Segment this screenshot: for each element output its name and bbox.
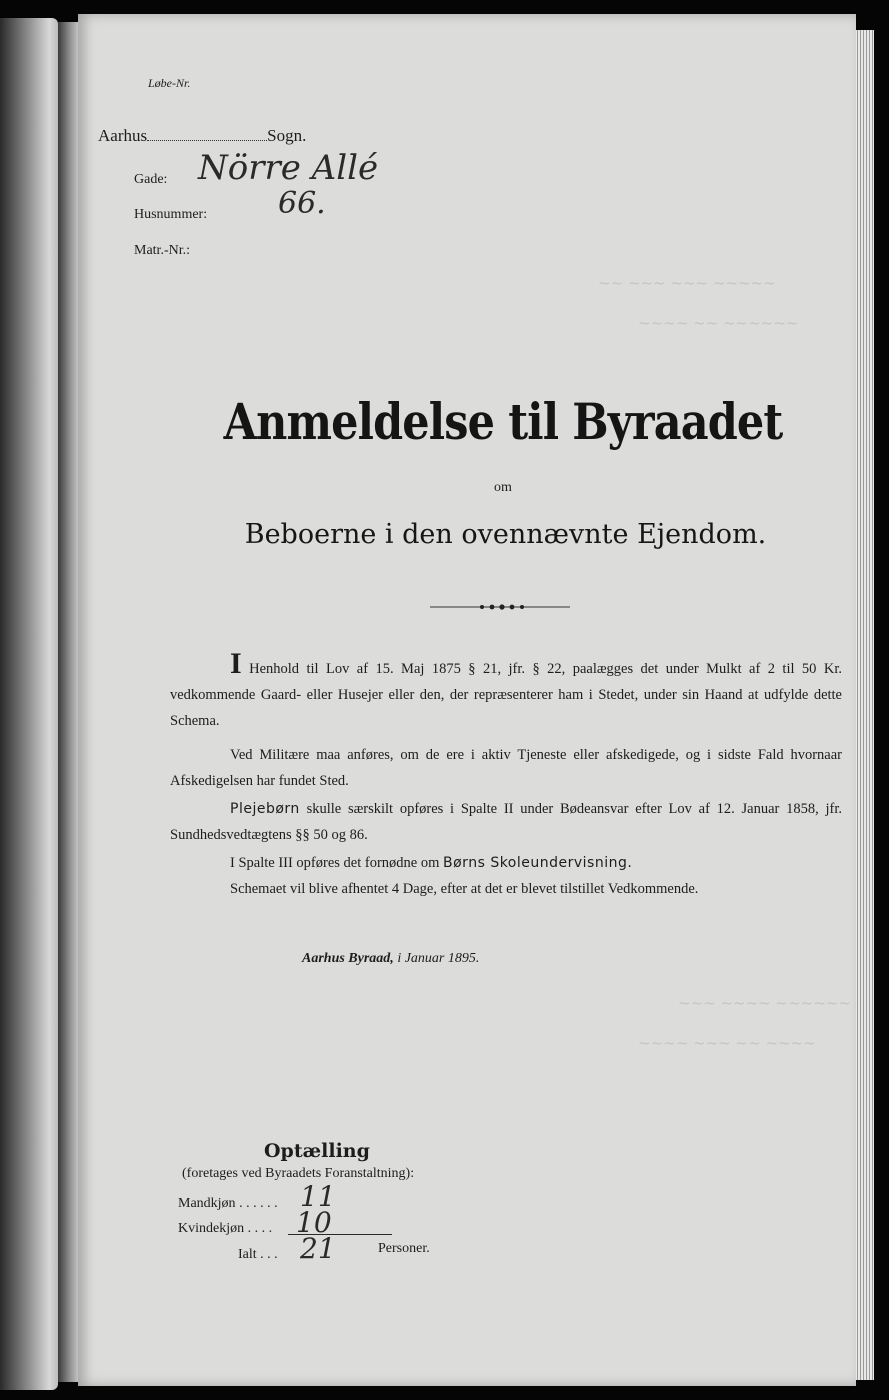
book-gutter xyxy=(58,22,80,1382)
instruction-paragraph-1 xyxy=(170,647,842,734)
street-value-handwritten: Nörre Allé xyxy=(198,148,379,188)
parish-name: Aarhus xyxy=(98,126,148,145)
instruction-text-1: Henhold til Lov af 15. Maj 1875 § 21, jfr. § 22, paalægges det under Mulkt af 2 til 50 Kr. vedkommende Gaard- eller Husejer eller den, der repræsenterer ham i Stedet, under sin Haand at udfylde dette Schema. xyxy=(170,661,842,729)
parish-label: Sogn. xyxy=(267,126,307,145)
instruction-text-4: I Spalte III opføres det fornødne om xyxy=(230,855,440,871)
instruction-text-5: Schemaet vil blive afhentet 4 Dage, efter at det er blevet tilstillet Vedkommende. xyxy=(230,881,699,897)
instruction-text-3: skulle særskilt opføres i Spalte II under Bødeansvar efter Lov af 12. Januar 1858, jfr. Sundhedsvedtægtens §§ 50 og 86. xyxy=(170,801,843,843)
schooling-emphasis: Børns Skoleundervisning. xyxy=(443,855,633,871)
register-page xyxy=(78,14,856,1386)
house-number-value-handwritten: 66. xyxy=(278,186,326,221)
issuer-signature xyxy=(302,951,479,967)
bleed-through-handwriting: ~~~~ ~~ ~~~~~~ xyxy=(638,314,799,332)
total-label: Ialt xyxy=(238,1247,257,1262)
female-count-row: Kvindekjøn . . . . xyxy=(178,1221,273,1236)
total-count-row: Ialt . . . xyxy=(238,1247,278,1262)
count-subtitle: (foretages ved Byraadets Foranstaltning): xyxy=(182,1166,415,1181)
issue-date: i Januar 1895. xyxy=(397,951,480,966)
drop-cap: I xyxy=(230,647,242,680)
house-number-label: Husnummer: xyxy=(134,207,208,222)
title-connector: om xyxy=(494,480,512,495)
instruction-text-2: Ved Militære maa anføres, om de ere i aktiv Tjeneste eller afskedigede, og i sidste Fald hvornaar Afskedigelsen har fundet Sted. xyxy=(170,747,842,789)
instruction-paragraph-3 xyxy=(170,796,842,848)
female-label: Kvindekjøn xyxy=(178,1221,245,1236)
male-label: Mandkjøn xyxy=(178,1196,236,1211)
bleed-through-handwriting: ~~~ ~~~~ ~~~~~~ xyxy=(678,994,851,1012)
male-count-row: Mandkjøn . . . . . . xyxy=(178,1196,278,1211)
document-title: Anmeldelse til Byraadet xyxy=(223,392,783,451)
street-label: Gade: xyxy=(134,172,168,187)
left-page-edge xyxy=(0,18,58,1390)
count-title: Optælling xyxy=(264,1140,370,1162)
parish-row xyxy=(98,126,306,146)
bleed-through-handwriting: ~~~~ ~~~ ~~ ~~~~ xyxy=(638,1034,816,1052)
lobe-nr-label: Løbe-Nr. xyxy=(148,76,191,90)
female-count-value: 10 xyxy=(296,1206,332,1239)
ornament-divider xyxy=(430,602,570,612)
foster-children-emphasis: Plejebørn xyxy=(230,801,300,817)
document-subtitle: Beboerne i den ovennævnte Ejendom. xyxy=(244,519,767,550)
instruction-paragraph-4 xyxy=(170,850,842,876)
parish-dotted-line xyxy=(147,140,267,141)
bleed-through-handwriting: ~~ ~~~ ~~~ ~~~~~ xyxy=(598,274,776,292)
persons-label: Personer. xyxy=(378,1241,430,1256)
instruction-paragraph-5 xyxy=(170,876,842,902)
issuer-name: Aarhus Byraad, xyxy=(302,951,394,966)
instruction-paragraph-2 xyxy=(170,742,842,794)
matr-nr-label: Matr.-Nr.: xyxy=(134,243,190,258)
total-count-value: 21 xyxy=(300,1232,336,1265)
male-count-value: 11 xyxy=(300,1180,336,1213)
